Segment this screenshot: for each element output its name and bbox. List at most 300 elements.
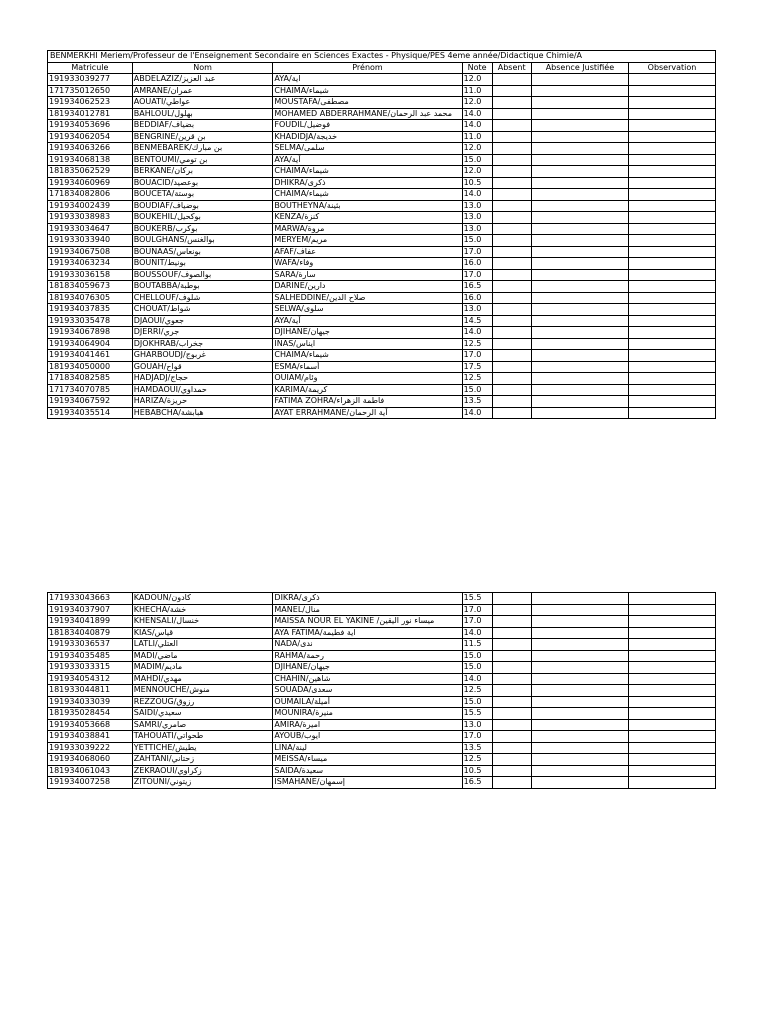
document-title: BENMERKHI Meriem/Professeur de l'Enseignement Secondaire en Sciences Exactes - Physique/PES 4eme année/Didactique Chimie/A [48,51,716,63]
cell-nom: ZEKRAOUI/زكراوي [132,765,273,777]
cell-absent [492,338,531,350]
cell-nom: DJOKHRAB/جخراب [132,338,273,350]
cell-absent [492,108,531,120]
cell-absence-justifiee [531,765,628,777]
cell-absence-justifiee [531,223,628,235]
cell-matricule: 171734070785 [48,384,133,396]
cell-note: 13.0 [462,200,492,212]
cell-nom: BEDDIAF/بضياف [132,120,273,132]
cell-observation [629,384,716,396]
cell-matricule: 191933034647 [48,223,133,235]
cell-absent [492,708,531,720]
cell-prenom: MAISSA NOUR EL YAKINE /ميساء نور اليقين [273,616,462,628]
cell-absent [492,650,531,662]
cell-absence-justifiee [531,708,628,720]
grades-table-page2 [47,592,716,789]
cell-absent [492,177,531,189]
cell-prenom: CHAHIN/شاهين [273,673,462,685]
cell-matricule: 191934041461 [48,350,133,362]
cell-matricule: 191934041899 [48,616,133,628]
cell-note: 17.0 [462,246,492,258]
table-row [48,120,716,132]
cell-prenom: SELWA/سلوى [273,304,462,316]
cell-absent [492,731,531,743]
table-row [48,384,716,396]
table-row [48,407,716,419]
cell-matricule: 181934076305 [48,292,133,304]
cell-note: 17.0 [462,269,492,281]
cell-matricule: 191933036537 [48,639,133,651]
cell-observation [629,189,716,201]
cell-nom: BOUKERB/بوكرب [132,223,273,235]
cell-nom: MADI/ماضي [132,650,273,662]
cell-prenom: MOHAMED ABDERRAHMANE/محمد عبد الرحمان [273,108,462,120]
cell-nom: KHENSALI/خنسال [132,616,273,628]
cell-note: 11.0 [462,131,492,143]
cell-prenom: SELMA/سلمى [273,143,462,155]
cell-matricule: 191934035514 [48,407,133,419]
cell-nom: BAHLOUL/بهلول [132,108,273,120]
cell-absent [492,292,531,304]
cell-absent [492,120,531,132]
cell-absent [492,327,531,339]
cell-nom: KADOUN/كادون [132,593,273,605]
cell-matricule: 191934037835 [48,304,133,316]
cell-matricule: 181934050000 [48,361,133,373]
cell-observation [629,361,716,373]
cell-note: 16.0 [462,292,492,304]
cell-nom: BOUKEHIL/بوكحيل [132,212,273,224]
cell-absence-justifiee [531,627,628,639]
table-row [48,639,716,651]
cell-absent [492,350,531,362]
cell-note: 13.0 [462,223,492,235]
cell-observation [629,315,716,327]
table-row [48,396,716,408]
cell-absent [492,639,531,651]
cell-prenom: WAFA/وفاء [273,258,462,270]
table-row [48,350,716,362]
cell-note: 12.5 [462,338,492,350]
cell-absence-justifiee [531,281,628,293]
cell-absence-justifiee [531,742,628,754]
cell-matricule: 191934007258 [48,777,133,789]
cell-matricule: 191934002439 [48,200,133,212]
table-row [48,361,716,373]
cell-absence-justifiee [531,685,628,697]
cell-matricule: 181935028454 [48,708,133,720]
cell-note: 12.5 [462,754,492,766]
cell-prenom: OUMAILA/أميلة [273,696,462,708]
cell-absent [492,407,531,419]
header-nom: Nom [132,62,273,74]
cell-nom: BOUNIT/بونيط [132,258,273,270]
table-row [48,593,716,605]
cell-nom: KIAS/قياس [132,627,273,639]
cell-observation [629,177,716,189]
cell-note: 17.0 [462,350,492,362]
cell-absence-justifiee [531,396,628,408]
cell-observation [629,627,716,639]
table-row [48,338,716,350]
cell-nom: BOUDIAF/بوضياف [132,200,273,212]
cell-matricule: 191933033315 [48,662,133,674]
cell-prenom: KENZA/كنزة [273,212,462,224]
cell-matricule: 191933039222 [48,742,133,754]
table-row [48,131,716,143]
cell-matricule: 191934053696 [48,120,133,132]
cell-matricule: 191934038841 [48,731,133,743]
header-matricule: Matricule [48,62,133,74]
cell-observation [629,777,716,789]
table-row [48,719,716,731]
cell-nom: AOUATI/عواطي [132,97,273,109]
cell-absent [492,304,531,316]
cell-matricule: 191933038983 [48,212,133,224]
cell-absence-justifiee [531,304,628,316]
header-absent: Absent [492,62,531,74]
cell-nom: HADJADJ/حجاج [132,373,273,385]
cell-nom: HAMDAOUI/حمداوي [132,384,273,396]
cell-nom: BOUCETA/بوستة [132,189,273,201]
cell-observation [629,223,716,235]
cell-observation [629,108,716,120]
cell-observation [629,338,716,350]
cell-prenom: KHADIDJA/خديجة [273,131,462,143]
cell-prenom: MARWA/مروة [273,223,462,235]
table-row [48,304,716,316]
cell-observation [629,269,716,281]
cell-note: 14.0 [462,627,492,639]
cell-note: 11.0 [462,85,492,97]
cell-prenom: FOUDIL/فوضيل [273,120,462,132]
cell-matricule: 191934064904 [48,338,133,350]
cell-prenom: MERYEM/مريم [273,235,462,247]
cell-note: 15.0 [462,384,492,396]
cell-prenom: MEISSA/ميساء [273,754,462,766]
cell-prenom: ESMA/أسماء [273,361,462,373]
cell-absent [492,189,531,201]
cell-note: 11.5 [462,639,492,651]
cell-matricule: 191934068138 [48,154,133,166]
cell-note: 14.0 [462,108,492,120]
cell-absent [492,85,531,97]
table-row [48,604,716,616]
cell-absence-justifiee [531,639,628,651]
cell-absence-justifiee [531,315,628,327]
cell-absence-justifiee [531,269,628,281]
table-row [48,85,716,97]
cell-absence-justifiee [531,407,628,419]
cell-absent [492,373,531,385]
cell-absence-justifiee [531,154,628,166]
cell-matricule: 181835062529 [48,166,133,178]
cell-note: 14.0 [462,673,492,685]
cell-prenom: INAS/ايناس [273,338,462,350]
cell-nom: BENTOUMI/بن تومي [132,154,273,166]
cell-prenom: CHAIMA/شيماء [273,85,462,97]
table-row [48,315,716,327]
cell-matricule: 171933043663 [48,593,133,605]
cell-absent [492,754,531,766]
table-row [48,373,716,385]
table-row [48,765,716,777]
cell-note: 15.0 [462,696,492,708]
cell-note: 15.0 [462,662,492,674]
cell-absent [492,281,531,293]
table-row [48,258,716,270]
cell-note: 13.0 [462,719,492,731]
cell-observation [629,616,716,628]
cell-note: 16.5 [462,281,492,293]
cell-absent [492,765,531,777]
cell-absence-justifiee [531,212,628,224]
cell-nom: ABDELAZIZ/عبد العزيز [132,74,273,86]
cell-nom: LATLI/العتلي [132,639,273,651]
cell-note: 12.0 [462,74,492,86]
cell-absence-justifiee [531,673,628,685]
cell-observation [629,212,716,224]
cell-nom: CHELLOUF/شلوف [132,292,273,304]
table-row [48,154,716,166]
column-header-row [48,62,716,74]
cell-absence-justifiee [531,338,628,350]
cell-nom: SAMRI/صامري [132,719,273,731]
table-row [48,731,716,743]
table-row [48,281,716,293]
cell-nom: BOUNAAS/بونعاس [132,246,273,258]
cell-absence-justifiee [531,74,628,86]
cell-prenom: AYA/آية [273,154,462,166]
cell-absent [492,396,531,408]
cell-absent [492,269,531,281]
cell-prenom: AYOUB/ايوب [273,731,462,743]
cell-absence-justifiee [531,327,628,339]
cell-observation [629,604,716,616]
cell-matricule: 191934060969 [48,177,133,189]
cell-observation [629,650,716,662]
cell-nom: BENGRINE/بن قرين [132,131,273,143]
cell-prenom: AMIRA/اميرة [273,719,462,731]
cell-nom: HEBABCHA/هبابشة [132,407,273,419]
cell-matricule: 191934062054 [48,131,133,143]
table-row [48,235,716,247]
cell-absent [492,97,531,109]
cell-observation [629,166,716,178]
header-absence-justifiee: Absence Justifiée [531,62,628,74]
cell-note: 16.5 [462,777,492,789]
cell-observation [629,131,716,143]
cell-observation [629,731,716,743]
cell-observation [629,639,716,651]
cell-nom: TAHOUATI/طحواتي [132,731,273,743]
header-note: Note [462,62,492,74]
cell-matricule: 191934063234 [48,258,133,270]
cell-absent [492,593,531,605]
header-prenom: Prénom [273,62,462,74]
cell-observation [629,708,716,720]
cell-note: 13.0 [462,304,492,316]
cell-prenom: AYAT ERRAHMANE/آية الرحمان [273,407,462,419]
cell-absent [492,258,531,270]
cell-absent [492,246,531,258]
cell-prenom: CHAIMA/شيماء [273,350,462,362]
cell-absent [492,143,531,155]
cell-absent [492,154,531,166]
cell-matricule: 181834059673 [48,281,133,293]
cell-observation [629,97,716,109]
cell-absence-justifiee [531,108,628,120]
cell-nom: BOULGHANS/بوالغنس [132,235,273,247]
table-row [48,754,716,766]
cell-matricule: 181933044811 [48,685,133,697]
cell-observation [629,593,716,605]
cell-absence-justifiee [531,731,628,743]
cell-note: 15.5 [462,593,492,605]
cell-prenom: DHIKRA/ذكرى [273,177,462,189]
cell-prenom: ISMAHANE/إسمهان [273,777,462,789]
cell-matricule: 191933033940 [48,235,133,247]
cell-nom: DJAOUI/جعوي [132,315,273,327]
cell-absence-justifiee [531,384,628,396]
cell-absence-justifiee [531,361,628,373]
cell-absent [492,662,531,674]
cell-nom: CHOUAT/شواط [132,304,273,316]
cell-observation [629,765,716,777]
cell-matricule: 191933035478 [48,315,133,327]
table-row [48,662,716,674]
cell-absent [492,673,531,685]
cell-absence-justifiee [531,85,628,97]
cell-prenom: SAIDA/سعيدة [273,765,462,777]
cell-observation [629,281,716,293]
cell-absence-justifiee [531,373,628,385]
cell-absence-justifiee [531,662,628,674]
cell-prenom: MOUSTAFA/مصطفى [273,97,462,109]
cell-note: 17.5 [462,361,492,373]
cell-prenom: DJIHANE/جيهان [273,662,462,674]
cell-prenom: CHAIMA/شيماء [273,189,462,201]
cell-prenom: LINA/لينة [273,742,462,754]
table-row [48,673,716,685]
cell-observation [629,292,716,304]
cell-absent [492,212,531,224]
cell-nom: BOUTABBA/بوطبة [132,281,273,293]
cell-observation [629,350,716,362]
cell-matricule: 171735012650 [48,85,133,97]
cell-prenom: AYA FATIMA/اية فطيمة [273,627,462,639]
cell-nom: SAIDI/سعيدي [132,708,273,720]
cell-note: 13.5 [462,742,492,754]
table-row [48,97,716,109]
cell-absence-justifiee [531,258,628,270]
cell-observation [629,258,716,270]
table-row [48,742,716,754]
cell-observation [629,85,716,97]
cell-note: 15.0 [462,154,492,166]
cell-absent [492,627,531,639]
cell-prenom: MANEL/منال [273,604,462,616]
cell-absent [492,131,531,143]
cell-nom: BERKANE/بركان [132,166,273,178]
cell-note: 17.0 [462,616,492,628]
cell-note: 12.0 [462,97,492,109]
cell-note: 14.0 [462,407,492,419]
cell-prenom: SOUADA/سعدى [273,685,462,697]
cell-observation [629,327,716,339]
cell-absent [492,166,531,178]
cell-absent [492,604,531,616]
cell-absent [492,235,531,247]
cell-note: 14.0 [462,120,492,132]
cell-prenom: OUIAM/وئام [273,373,462,385]
cell-prenom: RAHMA/رحمة [273,650,462,662]
cell-absent [492,719,531,731]
cell-matricule: 191933036158 [48,269,133,281]
cell-note: 12.5 [462,685,492,697]
cell-matricule: 191934054312 [48,673,133,685]
cell-note: 14.0 [462,189,492,201]
cell-absence-justifiee [531,177,628,189]
table-row [48,246,716,258]
cell-absence-justifiee [531,604,628,616]
cell-absence-justifiee [531,777,628,789]
cell-observation [629,673,716,685]
table-row [48,292,716,304]
cell-absent [492,777,531,789]
cell-absence-justifiee [531,166,628,178]
cell-absent [492,74,531,86]
cell-nom: GOUAH/قواح [132,361,273,373]
cell-observation [629,373,716,385]
cell-absence-justifiee [531,754,628,766]
cell-prenom: SARA/سارة [273,269,462,281]
cell-matricule: 181934012781 [48,108,133,120]
cell-nom: BOUACID/بوعصيد [132,177,273,189]
cell-note: 15.0 [462,235,492,247]
cell-matricule: 191934033039 [48,696,133,708]
cell-absence-justifiee [531,292,628,304]
cell-nom: BOUSSOUF/بوالصوف [132,269,273,281]
table-row [48,777,716,789]
cell-observation [629,662,716,674]
table-row [48,200,716,212]
cell-prenom: DJIHANE/جيهان [273,327,462,339]
cell-prenom: CHAIMA/شيماء [273,166,462,178]
table-row [48,685,716,697]
cell-note: 14.0 [462,327,492,339]
cell-prenom: BOUTHEYNA/بثينة [273,200,462,212]
cell-matricule: 171834082585 [48,373,133,385]
table-row [48,650,716,662]
cell-matricule: 191934067592 [48,396,133,408]
cell-nom: REZZOUG/رزوق [132,696,273,708]
cell-observation [629,396,716,408]
table-row [48,223,716,235]
table-row [48,327,716,339]
cell-nom: GHARBOUDJ/غربوج [132,350,273,362]
table-row [48,166,716,178]
cell-observation [629,120,716,132]
cell-prenom: AFAF/عفاف [273,246,462,258]
cell-observation [629,754,716,766]
cell-observation [629,304,716,316]
cell-note: 13.0 [462,212,492,224]
cell-nom: MENNOUCHE/منوش [132,685,273,697]
cell-absence-justifiee [531,650,628,662]
cell-note: 12.0 [462,166,492,178]
cell-prenom: KARIMA/كريمة [273,384,462,396]
